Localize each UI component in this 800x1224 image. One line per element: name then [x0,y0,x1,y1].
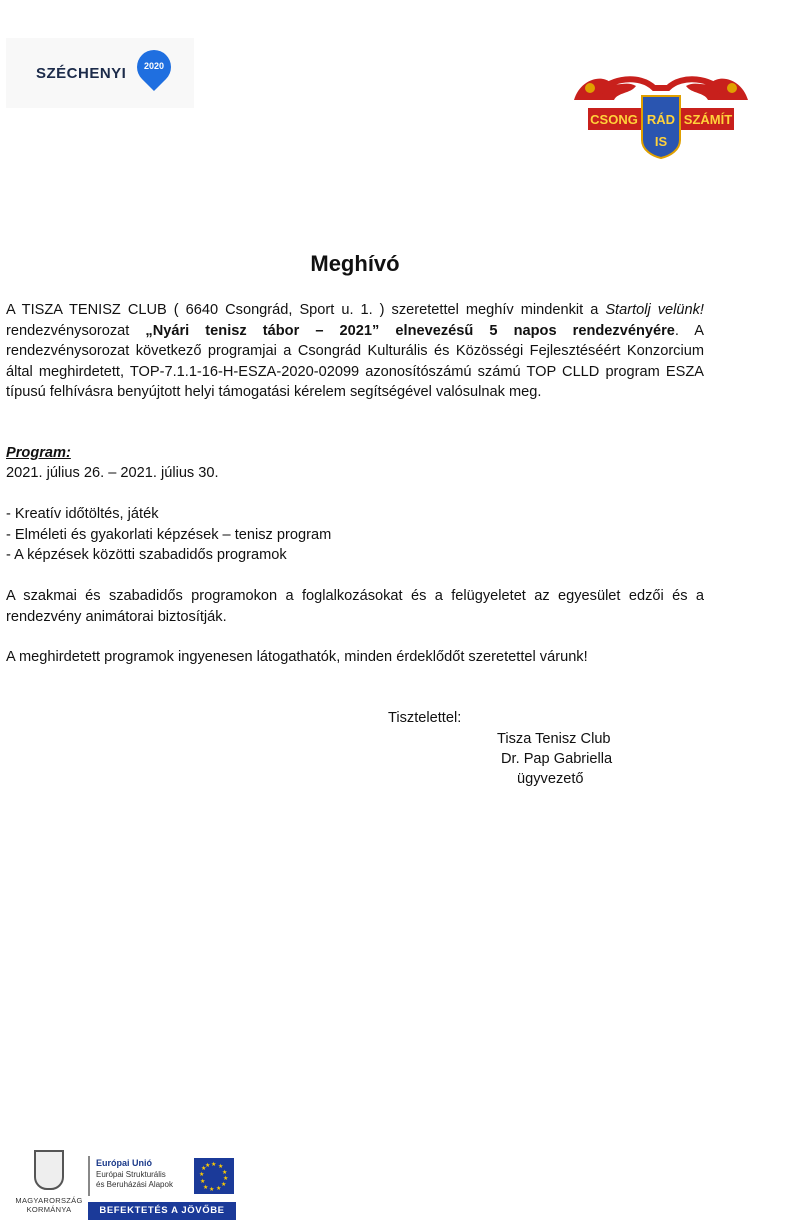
eu-slogan-banner: BEFEKTETÉS A JÖVŐBE [88,1202,236,1220]
program-heading: Program: [6,445,71,461]
intro-italic: Startolj velünk! [605,302,704,318]
government-logo-line2: KORMÁNYA [26,1205,72,1214]
szechenyi-2020-logo [6,38,194,108]
signature-club: Tisza Tenisz Club [497,731,611,747]
program-date: 2021. július 26. – 2021. július 30. [6,465,219,481]
hungarian-government-logo [14,1150,84,1222]
eu-flag-icon: ★ ★ ★ ★ ★ ★ ★ ★ ★ ★ ★ ★ [194,1158,234,1194]
intro-text-1: A TISZA TENISZ CLUB ( 6640 Csongrád, Sport u. 1. ) szeretettel meghív mindenkit a [6,302,606,318]
csongrad-logo-right: SZÁMÍT [683,112,733,127]
eu-logo-line3: és Beruházási Alapok [96,1180,173,1189]
free-programs-paragraph: A meghirdetett programok ingyenesen látogathatók, minden érdeklődőt szeretettel várunk! [6,649,588,665]
government-logo-line1: MAGYARORSZÁG [15,1196,83,1205]
list-item: - A képzések közötti szabadidős programok [6,547,287,563]
greeting: Tisztelettel: [388,710,462,726]
program-list [6,504,704,566]
csongrad-logo-center-bottom: IS [654,134,668,149]
list-item: - Kreatív időtöltés, játék [6,506,159,522]
szechenyi-logo-year: 2020 [143,61,165,71]
csongrad-logo-left: CSONG [590,112,638,127]
page-title: Meghívó [310,251,400,276]
intro-text-3: . A rendezvénysorozat következő programjai a Csongrád Kulturális és Közösségi Fejlesztéséért Konzorcium által meghirdetett, TOP-7.1.1-16-H-ESZA-2020-02099 azonosítószámú számú TOP CLLD program ESZA típusú felhívásra benyújtott helyi támogatási kérelem segítségével valósulnak meg. [6,322,704,400]
eu-logo-line2: Európai Strukturális [96,1170,166,1179]
intro-text-2: rendezvénysorozat [6,322,146,339]
signature-role: ügyvezető [517,771,584,787]
signature-name: Dr. Pap Gabriella [501,751,613,767]
intro-paragraph [6,300,704,403]
list-item: - Elméleti és gyakorlati képzések – tenisz program [6,526,332,543]
csongrad-logo-center-top: RÁD [646,112,676,127]
csongrad-coat-of-arms-logo [570,70,752,160]
eu-logo-line1: Európai Unió [96,1158,152,1168]
staff-paragraph: A szakmai és szabadidős programokon a foglalkozásokat és a felügyeletet az egyesület edzői és a rendezvény animátorai biztosítják. [6,588,704,625]
szechenyi-logo-word: SZÉCHENYI [36,65,127,82]
intro-bold: „Nyári tenisz tábor – 2021” elnevezésű 5 napos rendezvényére [145,322,675,339]
coat-of-arms-icon [34,1150,64,1190]
